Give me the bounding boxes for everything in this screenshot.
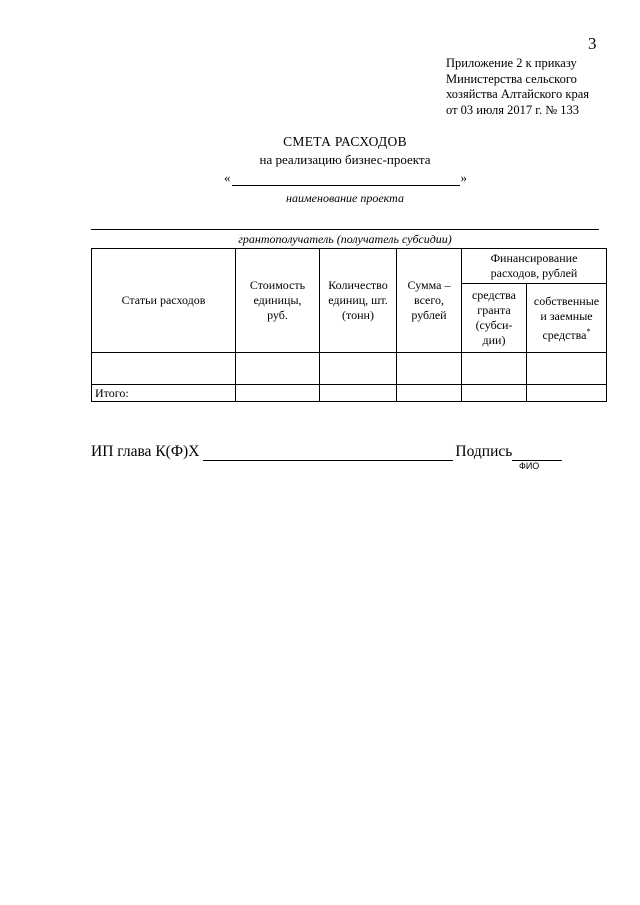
table-cell bbox=[527, 353, 607, 385]
header-text: (тонн) bbox=[342, 308, 374, 322]
fio-caption: ФИО bbox=[519, 461, 540, 471]
header-text: Стоимость bbox=[249, 278, 306, 292]
table-cell bbox=[92, 353, 236, 385]
signature-blank bbox=[512, 444, 562, 461]
header-grant-funds bbox=[462, 284, 527, 353]
header-text: рублей bbox=[411, 308, 447, 322]
project-name-blank bbox=[232, 172, 460, 186]
table-cell bbox=[236, 353, 320, 385]
project-name-field bbox=[224, 170, 467, 186]
total-row bbox=[92, 385, 607, 402]
document-subtitle: на реализацию бизнес-проекта bbox=[259, 152, 431, 167]
header-text: Сумма – bbox=[407, 278, 451, 292]
header-text-part: средства bbox=[542, 327, 587, 342]
header-text: гранта bbox=[477, 303, 511, 317]
appendix-line: Приложение 2 к приказу bbox=[446, 56, 577, 70]
header-text: единицы, bbox=[253, 293, 302, 307]
table-cell bbox=[527, 385, 607, 402]
header-text: (субси- bbox=[475, 318, 513, 332]
header-text: руб. bbox=[267, 308, 288, 322]
header-text: дии) bbox=[482, 333, 506, 347]
open-quote: « bbox=[224, 170, 231, 185]
header-text: Финансирование bbox=[490, 251, 578, 265]
header-text: собственные bbox=[533, 293, 600, 308]
table-cell bbox=[320, 353, 397, 385]
header-own-funds bbox=[527, 284, 607, 353]
appendix-note bbox=[446, 56, 589, 118]
table-cell bbox=[397, 385, 462, 402]
table-cell bbox=[462, 385, 527, 402]
sign-label: Подпись bbox=[455, 443, 513, 460]
document-title: СМЕТА РАСХОДОВ bbox=[283, 134, 407, 149]
header-financing bbox=[462, 249, 607, 284]
table-cell bbox=[462, 353, 527, 385]
header-text: расходов, рублей bbox=[490, 266, 578, 280]
table-cell bbox=[320, 385, 397, 402]
close-quote: » bbox=[460, 170, 467, 185]
recipient-blank-line bbox=[91, 229, 599, 230]
project-name-caption: наименование проекта bbox=[286, 191, 404, 205]
header-quantity bbox=[320, 249, 397, 353]
header-text: Количество bbox=[328, 278, 388, 292]
appendix-line: хозяйства Алтайского края bbox=[446, 87, 589, 101]
header-expense-items: Статьи расходов bbox=[92, 249, 236, 353]
signature-line bbox=[91, 443, 562, 461]
header-text: средства bbox=[471, 288, 516, 302]
header-total-sum bbox=[397, 249, 462, 353]
header-text: единиц, шт. bbox=[328, 293, 388, 307]
page-number: 3 bbox=[588, 34, 597, 53]
header-text: всего, bbox=[413, 293, 445, 307]
budget-table bbox=[91, 248, 607, 402]
total-label: Итого: bbox=[92, 385, 236, 402]
table-row bbox=[92, 353, 607, 385]
appendix-line: от 03 июля 2017 г. № 133 bbox=[446, 102, 580, 117]
appendix-line: Министерства сельского bbox=[446, 71, 577, 86]
fio-blank bbox=[203, 444, 453, 461]
table-cell bbox=[236, 385, 320, 402]
footnote-mark: * bbox=[586, 326, 591, 336]
recipient-caption: грантополучатель (получатель субсидии) bbox=[238, 232, 452, 246]
header-unit-cost bbox=[236, 249, 320, 353]
header-text: и заемные bbox=[540, 308, 593, 323]
holder-label: ИП глава К(Ф)Х bbox=[91, 443, 200, 460]
header-text bbox=[527, 324, 606, 343]
table-cell bbox=[397, 353, 462, 385]
